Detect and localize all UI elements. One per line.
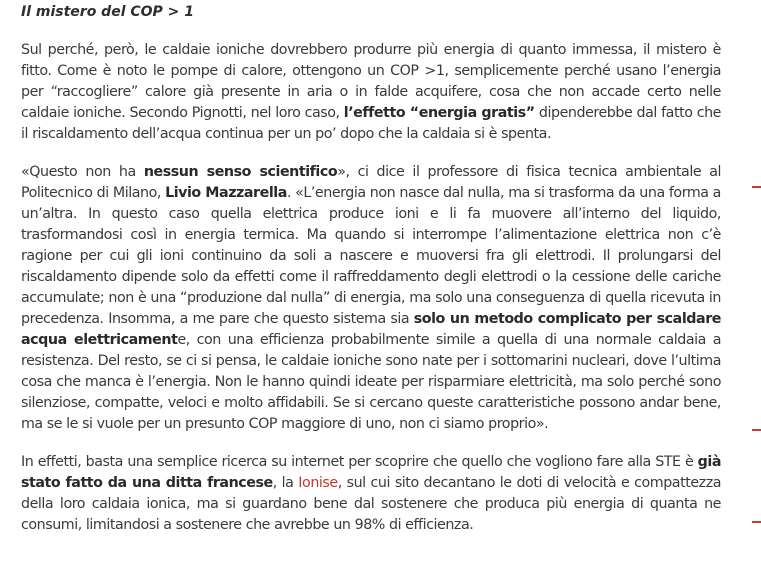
paragraph-2-text-4: e, con una efficienza probabilmente simile a quella di una normale caldaia a resistenza. Del resto, se ci si pensa, le caldaie ioniche sono nate per i sottomarini nucleari, dove l’ultima cosa che manca è l’energia. Non le hanno quindi ideate per risparmiare elettricità, ma solo perché sono silenziose, compatte, veloci e molto affidabili. Se si cercano queste caratteristiche possono andar bene, ma se le si vuole per un presunto COP maggiore di uno, non ci siamo proprio».	[21, 332, 722, 432]
paragraph-1	[21, 40, 721, 145]
paragraph-3-text-2: , la	[272, 475, 299, 491]
paragraph-2-text-3: . «L’energia non nasce dal nulla, ma si trasforma da una forma a un’altra. In questo caso quella elettrica produce ioni e li fa muovere all’interno del liquido, trasformandosi così in energia termica. Ma quando si interrompe l’alimentazione elettrica non c’è ragione per cui gli ioni continuino da soli a nascere e muoversi fra gli elettrodi. Il prolungarsi del riscaldamento dipende solo da effetti come il raffreddamento degli elettrodi o la cessione delle cariche accumulate; non è una “produzione dal nulla” di energia, ma solo una conseguenza di quella ricevuta in precedenza. Insomma, a me pare che questo sistema sia	[21, 185, 721, 327]
paragraph-1-text-1: Sul perché, però, le caldaie ioniche dovrebbero produrre più energia di quanto immessa, il mistero è fitto. Come è noto le pompe di calore, ottengono un COP >1, semplicemente perché usano l’energia per “raccogliere” calore già presente in aria o in falde acquifere, cosa che non accade certo nelle caldaie ioniche. Secondo Pignotti, nel loro caso,	[21, 42, 721, 121]
paragraph-3-text-1: In effetti, basta una semplice ricerca su internet per scoprire che quello che vogliono fare alla STE è	[21, 454, 698, 470]
paragraph-2-bold-3: solo un metodo complicato per scaldare acqua elettricament	[21, 311, 721, 348]
paragraph-3	[21, 452, 721, 536]
paragraph-2-bold-2: Livio Mazzarella	[165, 185, 287, 201]
paragraph-2	[21, 162, 721, 435]
paragraph-1-bold-1: l’effetto “energia gratis”	[343, 105, 535, 121]
paragraph-1-text-2: dipenderebbe dal fatto che il riscaldamento dell’acqua continua per un po’ dopo che la caldaia si è spenta.	[21, 105, 722, 142]
edge-marker-2	[752, 429, 761, 431]
paragraph-2-text-1: «Questo non ha	[21, 164, 144, 180]
paragraph-2-text-2: », ci dice il professore di fisica tecnica ambientale al Politecnico di Milano,	[21, 164, 722, 201]
edge-marker-1	[752, 186, 761, 188]
paragraph-2-bold-1: nessun senso scientifico	[143, 164, 338, 180]
edge-marker-3	[752, 521, 761, 523]
ionise-link[interactable]: Ionise	[298, 475, 338, 491]
section-heading: Il mistero del COP > 1	[21, 4, 195, 20]
paragraph-3-bold-1: già stato fatto da una ditta francese	[21, 454, 721, 491]
article-body	[21, 0, 721, 536]
paragraph-3-text-3: , sul cui sito decantano le doti di velocità e compattezza della loro caldaia ionica, ma si guardano bene dal sostenere che produca più energia di quanta ne consumi, limitandosi a sostenere che avrebbe un 98% di efficienza.	[21, 475, 722, 533]
